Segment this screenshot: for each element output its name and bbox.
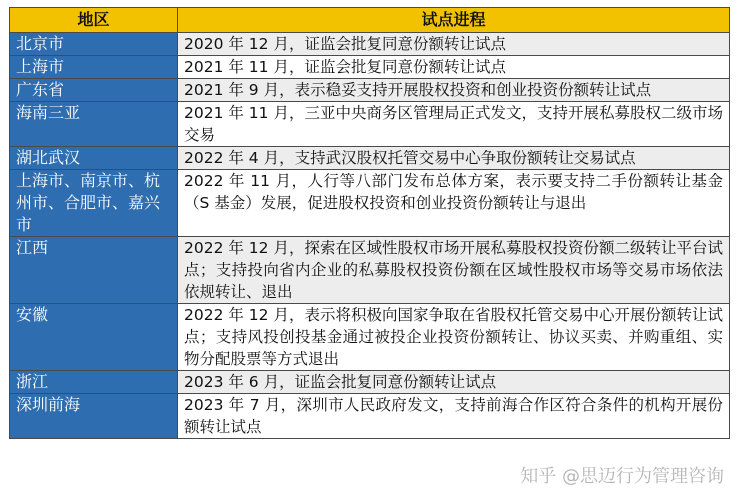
region-cell: 上海市 <box>10 56 178 79</box>
region-cell: 深圳前海 <box>10 394 178 439</box>
table-row <box>10 102 730 147</box>
pilot-progress-table <box>9 7 730 439</box>
table-row <box>10 371 730 394</box>
header-row <box>10 8 730 33</box>
region-cell: 浙江 <box>10 371 178 394</box>
region-cell: 北京市 <box>10 33 178 56</box>
detail-cell: 2021 年 9 月，表示稳妥支持开展股权投资和创业投资份额转让试点 <box>178 79 730 102</box>
detail-cell: 2023 年 7 月，深圳市人民政府发文，支持前海合作区符合条件的机构开展份额转让试点 <box>178 394 730 439</box>
region-cell: 江西 <box>10 237 178 304</box>
detail-cell: 2022 年 4 月，支持武汉股权托管交易中心争取份额转让交易试点 <box>178 147 730 170</box>
table-row <box>10 33 730 56</box>
detail-cell: 2020 年 12 月，证监会批复同意份额转让试点 <box>178 33 730 56</box>
region-cell: 广东省 <box>10 79 178 102</box>
table-row <box>10 304 730 371</box>
table-row <box>10 170 730 237</box>
header-region: 地区 <box>10 8 178 33</box>
table-row <box>10 56 730 79</box>
detail-cell: 2022 年 12 月，表示将积极向国家争取在省股权托管交易中心开展份额转让试点；支持风投创投基金通过被投企业投资份额转让、协议买卖、并购重组、实物分配股票等方式退出 <box>178 304 730 371</box>
region-cell: 安徽 <box>10 304 178 371</box>
detail-cell: 2021 年 11 月，证监会批复同意份额转让试点 <box>178 56 730 79</box>
header-progress: 试点进程 <box>178 8 730 33</box>
table-row <box>10 147 730 170</box>
region-cell: 上海市、南京市、杭州市、合肥市、嘉兴市 <box>10 170 178 237</box>
region-cell: 海南三亚 <box>10 102 178 147</box>
watermark: 知乎 @思迈行为管理咨询 <box>520 466 724 487</box>
detail-cell: 2022 年 11 月，人行等八部门发布总体方案，表示要支持二手份额转让基金（S 基金）发展，促进股权投资和创业投资份额转让与退出 <box>178 170 730 237</box>
table-row <box>10 394 730 439</box>
detail-cell: 2021 年 11 月，三亚中央商务区管理局正式发文，支持开展私募股权二级市场交易 <box>178 102 730 147</box>
region-cell: 湖北武汉 <box>10 147 178 170</box>
table-row <box>10 237 730 304</box>
table-row <box>10 79 730 102</box>
detail-cell: 2022 年 12 月，探索在区域性股权市场开展私募股权投资份额二级转让平台试点；支持投向省内企业的私募股权投资份额在区域性股权市场等交易市场依法依规转让、退出 <box>178 237 730 304</box>
detail-cell: 2023 年 6 月，证监会批复同意份额转让试点 <box>178 371 730 394</box>
